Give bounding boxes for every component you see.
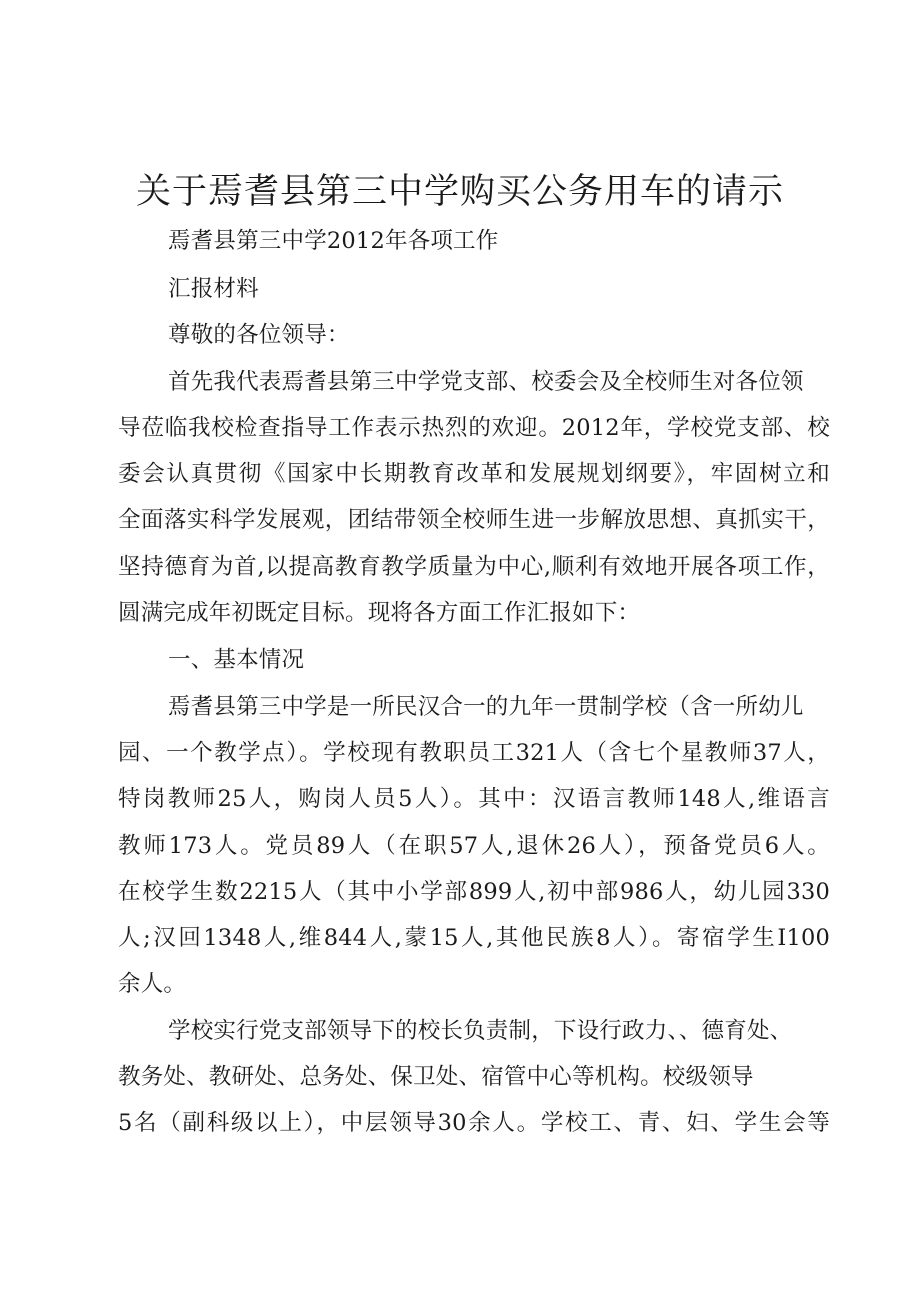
intro-line-4: 全面落实科学发展观，团结带领全校师生进一步解放思想、真抓实干， <box>118 507 830 533</box>
basic-line-4: 教师173人。党员89人（在职57人,退休26人），预备党员6人。 <box>118 833 830 859</box>
intro-line-1: 首先我代表焉耆县第三中学党支部、校委会及全校师生对各位领 <box>168 369 804 395</box>
org-line-1: 学校实行党支部领导下的校长负责制，下设行政力、、德育处、 <box>168 1018 793 1044</box>
basic-line-2: 园、一个教学点）。学校现有教职员工321人（含七个星教师37人， <box>118 740 830 766</box>
basic-line-5: 在校学生数2215人（其中小学部899人,初中部986人，幼儿园330 <box>118 879 830 905</box>
section-heading-basic: 一、基本情况 <box>168 647 305 673</box>
org-line-2: 教务处、教研处、总务处、保卫处、宿管中心等机构。校级领导 <box>118 1064 754 1090</box>
salutation: 尊敬的各位领导： <box>168 322 350 348</box>
intro-line-5: 坚持德育为首,以提高教育教学质量为中心,顺利有效地开展各项工作， <box>118 554 830 580</box>
basic-line-3: 特岗教师25人，购岗人员5人）。其中：汉语言教师148人,维语言 <box>118 786 830 812</box>
intro-line-6: 圆满完成年初既定目标。现将各方面工作汇报如下： <box>118 600 641 626</box>
basic-line-7: 余人。 <box>118 971 187 997</box>
basic-line-6: 人;汉回1348人,维844人,蒙15人,其他民族8人）。寄宿学生I100 <box>118 925 830 951</box>
intro-line-3: 委会认真贯彻《国家中长期教育改革和发展规划纲要》，牢固树立和 <box>118 461 830 487</box>
subtitle-line-2: 汇报材料 <box>168 276 259 302</box>
org-line-3: 5名（副科级以上），中层领导30余人。学校工、青、妇、学生会等 <box>118 1110 830 1136</box>
intro-line-2: 导莅临我校检查指导工作表示热烈的欢迎。2012年，学校党支部、校 <box>118 415 830 441</box>
basic-line-1: 焉耆县第三中学是一所民汉合一的九年一贯制学校（含一所幼儿 <box>168 694 804 720</box>
subtitle-line-1: 焉耆县第三中学2012年各项工作 <box>168 228 499 254</box>
document-title: 关于焉耆县第三中学购买公务用车的请示 <box>135 172 784 212</box>
